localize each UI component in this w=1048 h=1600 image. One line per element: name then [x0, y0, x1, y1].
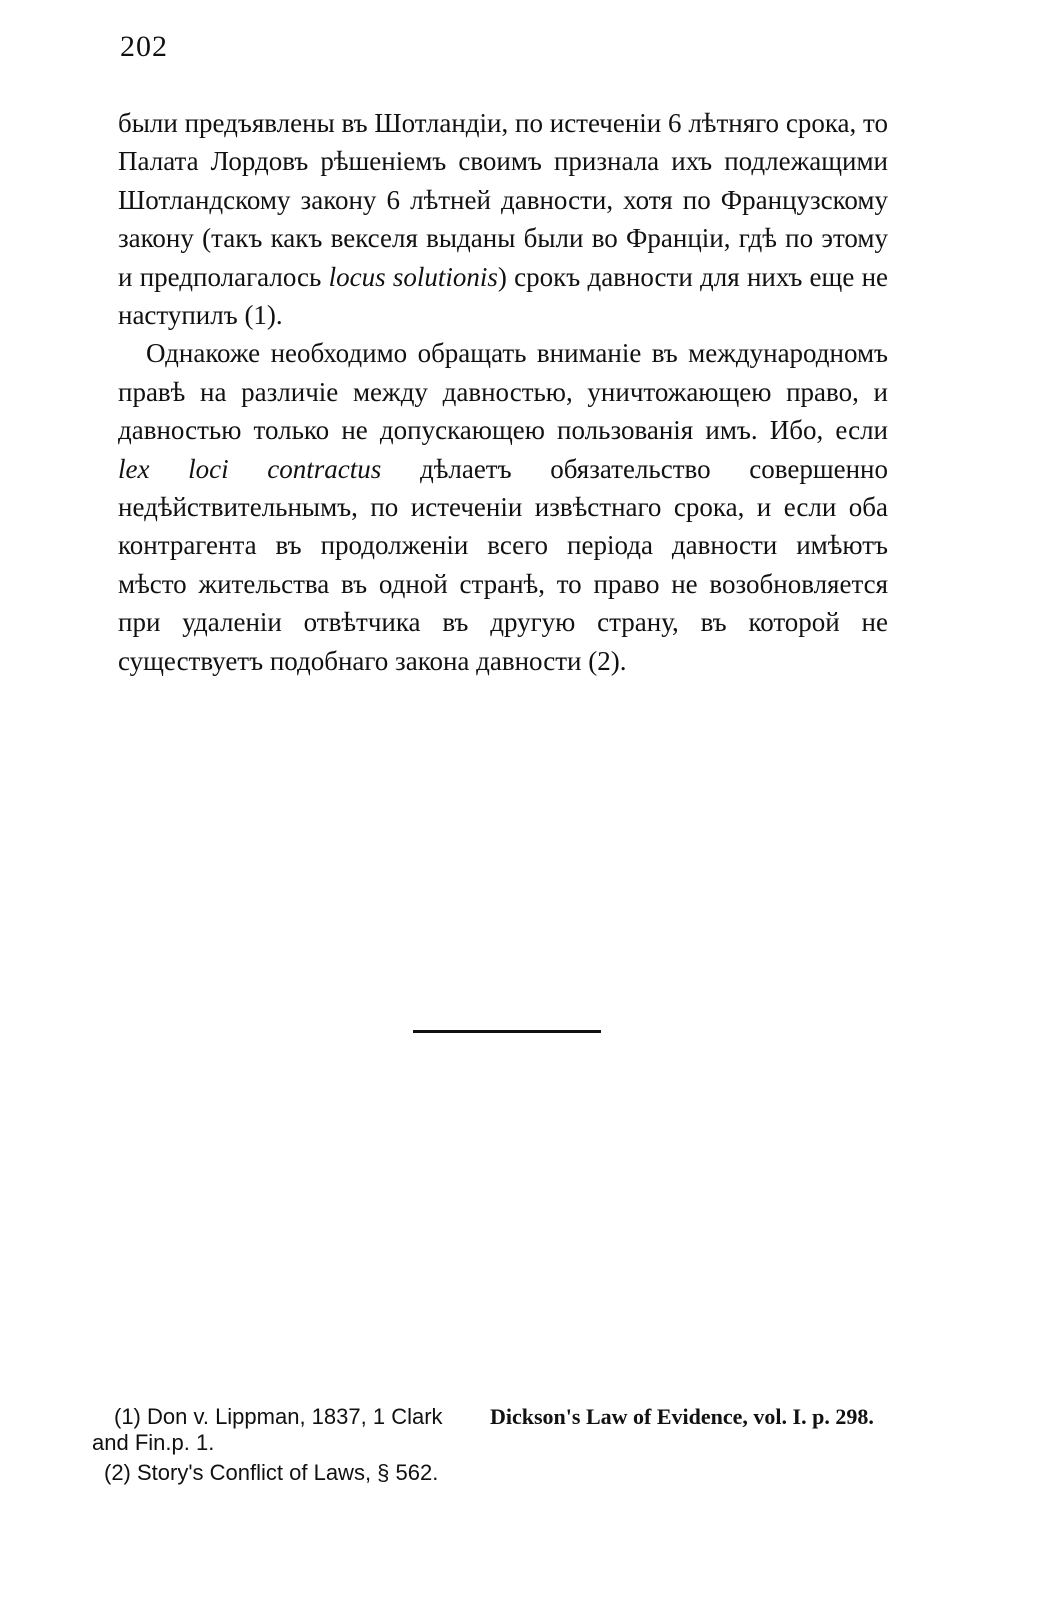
footnote-1-continuation: Dickson's Law of Evidence, vol. I. p. 298.: [490, 1404, 874, 1429]
page-number: 202: [120, 30, 168, 63]
paragraph-1-text-b: ) срокъ давности для нихъ еще не наступилъ (1).: [118, 261, 888, 331]
paragraph-2: [118, 334, 888, 680]
section-divider: [413, 1030, 601, 1033]
footnote-1: (1) Don v. Lippman, 1837, 1 Clark and Fin.p. 1.: [92, 1404, 443, 1455]
body-text: [118, 104, 888, 680]
footnote-column-left: [92, 1404, 467, 1486]
paragraph-2-text-a: Однакоже необходимо обращать вниманіе въ международномъ правѣ на различіе между давностью, уничтожающею право, и давностью только не допускающею пользованія имъ. Ибо, если: [118, 338, 888, 446]
paragraph-1-text-a: были предъявлены въ Шотландіи, по истеченіи 6 лѣтняго срока, то Палата Лордовъ рѣшеніемъ своимъ признала ихъ подлежащими Шотландскому закону 6 лѣтней давности, хотя по Французскому закону (такъ какъ векселя выданы были во Франціи, гдѣ по этому и предполагалось: [118, 108, 888, 292]
paragraph-2-text-b: дѣлаетъ обязательство совершенно недѣйствительнымъ, по истеченіи извѣстнаго срока, и если оба контрагента въ продолженіи всего періода давности имѣютъ мѣсто жительства въ одной странѣ, то право не возобновляется при удаленіи отвѣтчика въ другую страну, въ которой не существуетъ подобнаго закона давности (2).: [118, 453, 888, 676]
paragraph-2-italic: lex loci contractus: [118, 453, 382, 484]
paragraph-1: [118, 104, 888, 334]
paragraph-1-italic: locus solutionis: [328, 261, 498, 292]
footnote-2: (2) Story's Conflict of Laws, § 562.: [104, 1460, 439, 1485]
